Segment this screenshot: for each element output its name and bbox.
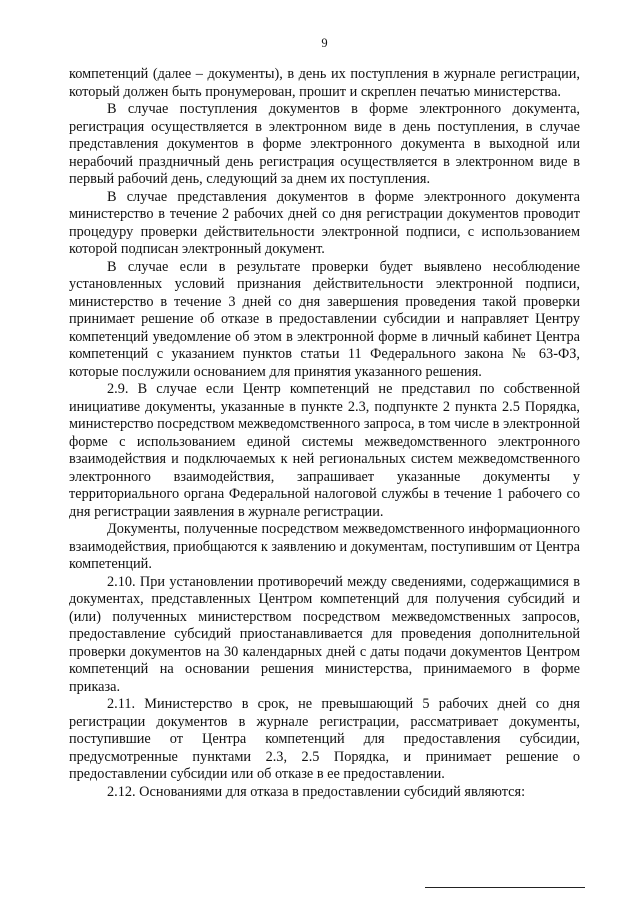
paragraph-continuation: компетенций (далее – документы), в день их поступления в журнале регистрации, который должен быть пронумерован, прошит и скреплен печатью министерства. bbox=[69, 66, 580, 100]
page-number: 9 bbox=[321, 36, 328, 50]
paragraph-signature-check: В случае представления документов в форме электронного документа министерство в течение 2 рабочих дней со дня регистрации документов проводит процедуру проверки действительности электронной подписи, с использованием которой подписан электронный документ. bbox=[69, 188, 580, 257]
paragraph-electronic-registration: В случае поступления документов в форме электронного документа, регистрация осуществляется в электронном виде в день поступления, в случае представления документов в форме электронного документа в выходной или нерабочий праздничный день регистрация осуществляется в электронном виде в первый рабочий день, следующий за днем их поступления. bbox=[69, 101, 580, 187]
paragraph-interagency-documents: Документы, полученные посредством межведомственного информационного взаимодействия, приобщаются к заявлению и документам, поступившим от Центра компетенций. bbox=[69, 521, 580, 572]
paragraph-2-10: 2.10. При установлении противоречий между сведениями, содержащимися в документах, представленных Центром компетенций для получения субсидий и (или) полученных министерством посредством межведомственных запросов, предоставление субсидий приостанавливается для проведения дополнительной проверки документов на 30 календарных дней с даты подачи документов Центром компетенций на основании решения министерства, принимаемого в форме приказа. bbox=[69, 573, 580, 695]
paragraph-2-9: 2.9. В случае если Центр компетенций не представил по собственной инициативе документы, указанные в пункте 2.3, подпункте 2 пункта 2.5 Порядка, министерство посредством межведомственного запроса, в том числе в электронной форме с использованием единой системы межведомственного электронного взаимодействия и подключаемых к ней региональных систем межведомственного электронного взаимодействия, запрашивает указанные документы у территориального органа Федеральной налоговой службы в течение 1 рабочего со дня регистрации заявления в журнале регистрации. bbox=[69, 381, 580, 520]
footer-rule bbox=[425, 887, 585, 888]
paragraph-2-12: 2.12. Основаниями для отказа в предоставлении субсидий являются: bbox=[107, 783, 526, 800]
paragraph-2-11: 2.11. Министерство в срок, не превышающий 5 рабочих дней со дня регистрации документов в журнале регистрации, рассматривает документы, поступившие от Центра компетенций для предоставления субсидии, предусмотренные пунктами 2.3, 2.5 Порядка, и принимает решение о предоставлении субсидии или об отказе в ее предоставлении. bbox=[69, 696, 580, 782]
document-body bbox=[69, 66, 580, 801]
paragraph-signature-failure: В случае если в результате проверки будет выявлено несоблюдение установленных условий признания действительности электронной подписи, министерство в течение 3 дней со дня завершения проведения такой проверки принимает решение об отказе в предоставлении субсидии и направляет Центру компетенций уведомление об этом в электронной форме в личный кабинет Центра компетенций с указанием пунктов статьи 11 Федерального закона № 63-ФЗ, которые послужили основанием для принятия указанного решения. bbox=[69, 258, 580, 380]
